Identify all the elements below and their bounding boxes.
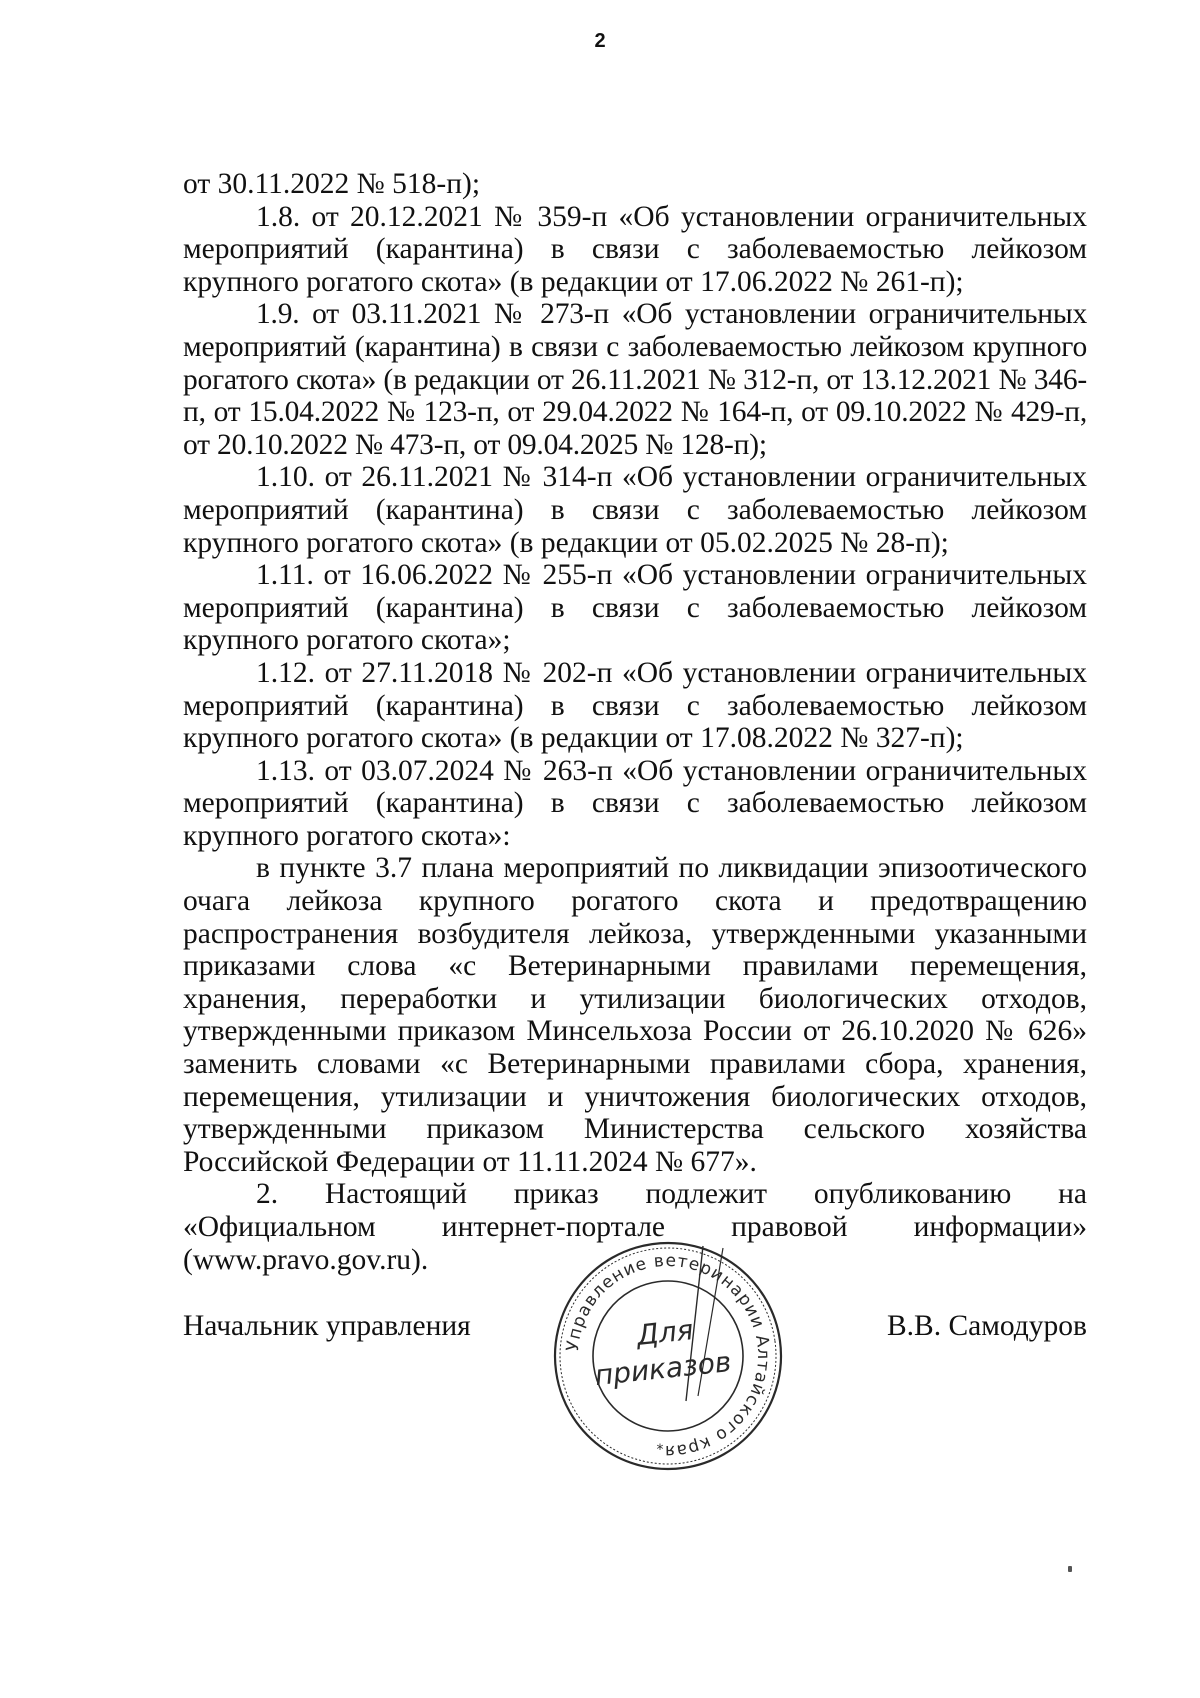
seal-graphic xyxy=(548,1236,788,1476)
scan-artifact xyxy=(1068,1566,1072,1572)
list-item-1-10: 1.10. от 26.11.2021 № 314-п «Об установлении ограничительных мероприятий (карантина) в связи с заболеваемостью лейкозом крупного рогатого скота» (в редакции от 05.02.2025 № 28-п); xyxy=(183,461,1087,559)
page-number: 2 xyxy=(594,30,606,52)
list-item-1-9: 1.9. от 03.11.2021 № 273-п «Об установлении ограничительных мероприятий (карантина) в связи с заболеваемостью лейкозом крупного рогатого скота» (в редакции от 26.11.2021 № 312-п, от 13.12.2021 № 346-п, от 15.04.2022 № 123-п, от 29.04.2022 № 164-п, от 09.10.2022 № 429-п, от 20.10.2022 № 473-п, от 09.04.2025 № 128-п); xyxy=(183,298,1087,461)
list-item-1-13: 1.13. от 03.07.2024 № 263-п «Об установлении ограничительных мероприятий (карантина) в связи с заболеваемостью лейкозом крупного рогатого скота»: xyxy=(183,754,1087,852)
signatory-name: В.В. Самодуров xyxy=(886,1310,1087,1342)
list-item-1-12: 1.12. от 27.11.2018 № 202-п «Об установлении ограничительных мероприятий (карантина) в связи с заболеваемостью лейкозом крупного рогатого скота» (в редакции от 17.08.2022 № 327-п); xyxy=(183,656,1087,755)
seal-center-line1: Для xyxy=(635,1313,695,1352)
list-item-1-11: 1.11. от 16.06.2022 № 255-п «Об установлении ограничительных мероприятий (карантина) в связи с заболеваемостью лейкозом крупного рогатого скота»; xyxy=(183,559,1087,657)
official-seal-stamp xyxy=(548,1236,788,1476)
document-body xyxy=(183,168,1087,1276)
signatory-title: Начальник управления xyxy=(183,1310,471,1342)
seal-star-icon: * xyxy=(656,1442,664,1458)
list-item-1-8: 1.8. от 20.12.2021 № 359-п «Об установлении ограничительных мероприятий (карантина) в связи с заболеваемостью лейкозом крупного рогатого скота» (в редакции от 17.06.2022 № 261-п); xyxy=(183,200,1087,298)
list-item-2: 2. Настоящий приказ подлежит опубликованию на «Официальном интернет-портале правовой информации» (www.pravo.gov.ru). xyxy=(183,1178,1087,1276)
paragraph-continuation: от 30.11.2022 № 518-п); xyxy=(183,168,481,200)
seal-ring-text: Управление ветеринарии Алтайского края xyxy=(563,1250,774,1462)
amendment-paragraph: в пункте 3.7 плана мероприятий по ликвидации эпизоотического очага лейкоза крупного рогатого скота и предотвращению распространения возбудителя лейкоза, утвержденными указанными приказами слова «с Ветеринарными правилами перемещения, хранения, переработки и утилизации биологических отходов, утвержденными приказом Минсельхоза России от 26.10.2020 № 626» заменить словами «с Ветеринарными правилами сбора, хранения, перемещения, утилизации и уничтожения биологических отходов, утвержденными приказом Министерства сельского хозяйства Российской Федерации от 11.11.2024 № 677». xyxy=(183,852,1087,1178)
seal-center-line2: приказов xyxy=(593,1344,733,1393)
